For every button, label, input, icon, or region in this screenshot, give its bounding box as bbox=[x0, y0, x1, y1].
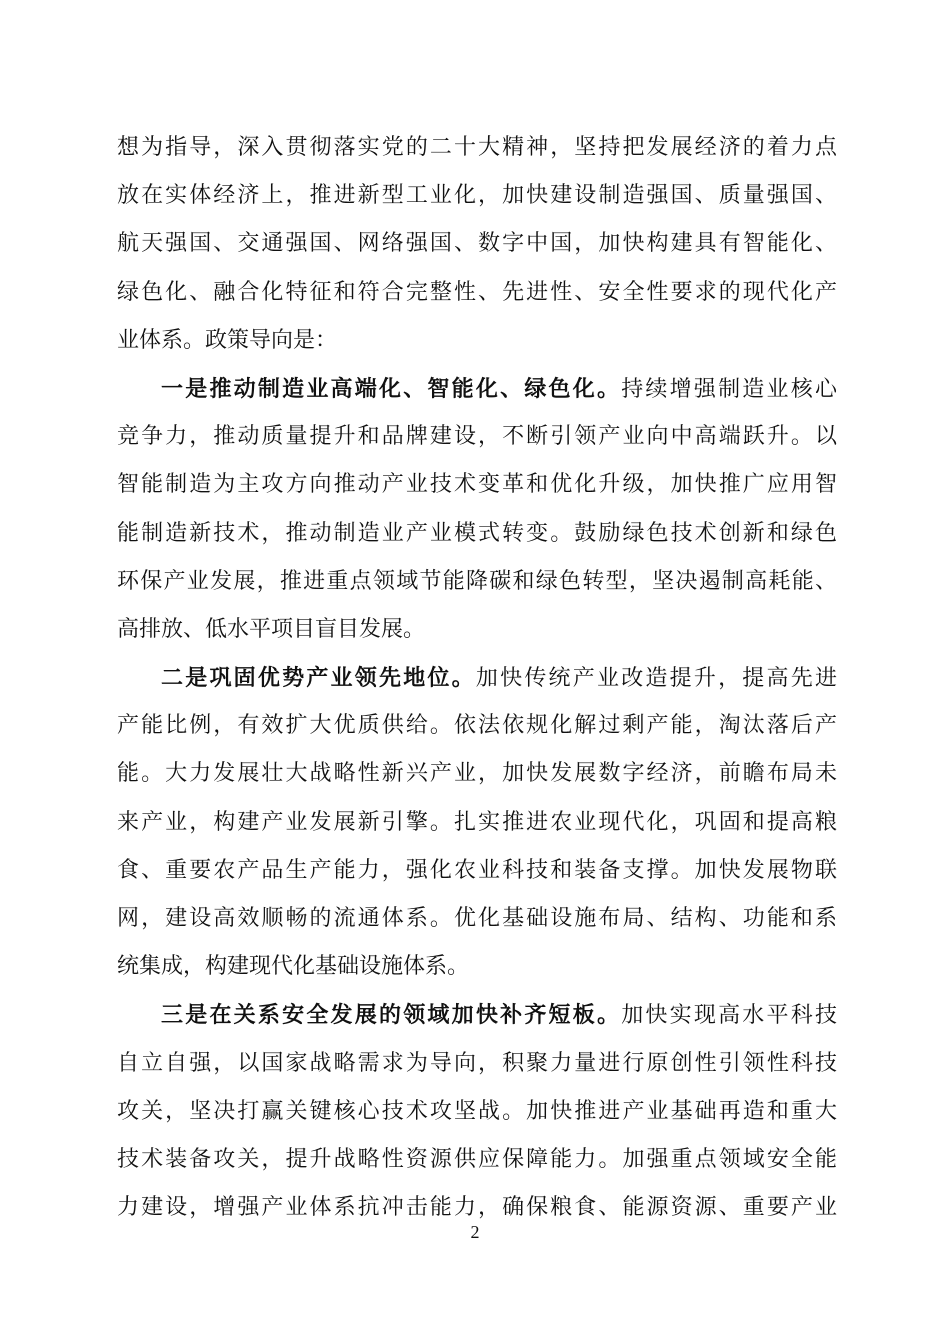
text-line: 产能比例，有效扩大优质供给。依法依规化解过剩产能，淘汰落后产 bbox=[117, 713, 837, 739]
text-line: 业体系。政策导向是： bbox=[117, 327, 338, 353]
text-run: 加快传统产业改造提升，提高先进 bbox=[475, 666, 837, 692]
paragraph-lead: 一是推动制造业高端化、智能化、绿色化。 bbox=[161, 375, 622, 402]
paragraph-heading-line bbox=[117, 991, 837, 1039]
paragraph-lead: 三是在关系安全发展的领域加快补齐短板。 bbox=[161, 1002, 622, 1029]
text-line: 能制造新技术，推动制造业产业模式转变。鼓励绿色技术创新和绿色 bbox=[117, 520, 837, 546]
text-run: 持续增强制造业核心 bbox=[621, 376, 837, 402]
text-line: 力建设，增强产业体系抗冲击能力，确保粮食、能源资源、重要产业 bbox=[117, 1195, 837, 1221]
text-line: 竞争力，推动质量提升和品牌建设，不断引领产业向中高端跃升。以 bbox=[117, 424, 837, 450]
text-line: 环保产业发展，推进重点领域节能降碳和绿色转型，坚决遏制高耗能、 bbox=[117, 568, 837, 594]
text-line: 来产业，构建产业发展新引擎。扎实推进农业现代化，巩固和提高粮 bbox=[117, 809, 837, 835]
text-line: 航天强国、交通强国、网络强国、数字中国，加快构建具有智能化、 bbox=[117, 231, 837, 257]
text-line: 技术装备攻关，提升战略性资源供应保障能力。加强重点领域安全能 bbox=[117, 1146, 837, 1172]
paragraph-heading-line bbox=[117, 654, 837, 702]
text-line: 想为指导，深入贯彻落实党的二十大精神，坚持把发展经济的着力点 bbox=[117, 135, 837, 160]
text-run: 加快实现高水平科技 bbox=[621, 1003, 837, 1029]
page-number: 2 bbox=[470, 1222, 480, 1242]
paragraph-heading-line bbox=[117, 365, 837, 413]
text-line: 放在实体经济上，推进新型工业化，加快建设制造强国、质量强国、 bbox=[117, 183, 837, 209]
text-line: 能。大力发展壮大战略性新兴产业，加快发展数字经济，前瞻布局未 bbox=[117, 761, 837, 787]
text-line: 高排放、低水平项目盲目发展。 bbox=[117, 616, 426, 642]
text-line: 攻关，坚决打赢关键核心技术攻坚战。加快推进产业基础再造和重大 bbox=[117, 1098, 837, 1124]
paragraph-lead: 二是巩固优势产业领先地位。 bbox=[161, 665, 476, 692]
text-line: 智能制造为主攻方向推动产业技术变革和优化升级，加快推广应用智 bbox=[117, 472, 837, 498]
text-line: 网，建设高效顺畅的流通体系。优化基础设施布局、结构、功能和系 bbox=[117, 906, 837, 931]
body-text bbox=[117, 124, 837, 1232]
text-line: 食、重要农产品生产能力，强化农业科技和装备支撑。加快发展物联 bbox=[117, 857, 837, 883]
text-line: 绿色化、融合化特征和符合完整性、先进性、安全性要求的现代化产 bbox=[117, 279, 837, 305]
text-line: 自立自强，以国家战略需求为导向，积聚力量进行原创性引领性科技 bbox=[117, 1050, 837, 1076]
text-line: 统集成，构建现代化基础设施体系。 bbox=[117, 954, 470, 980]
